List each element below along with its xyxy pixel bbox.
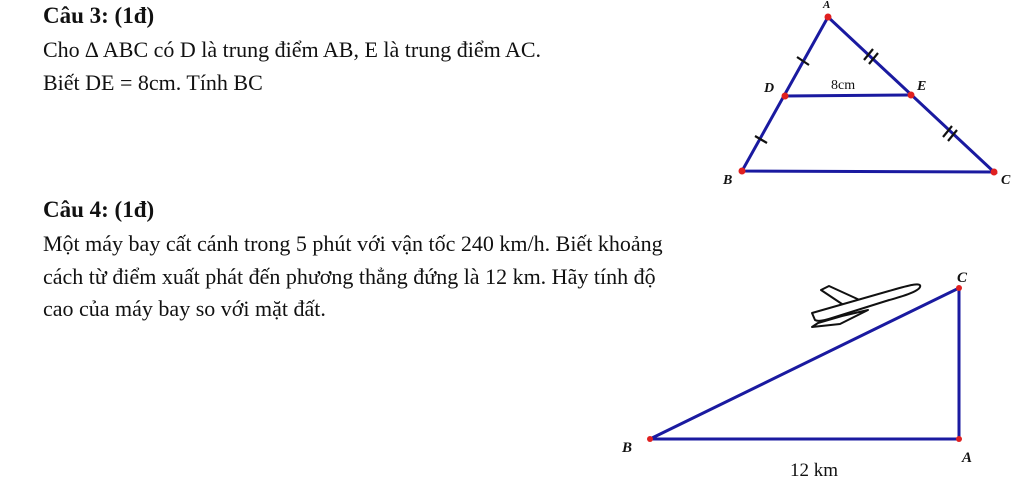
q3-line-1: Cho ∆ ABC có D là trung điểm AB, E là trung điểm AC. bbox=[43, 37, 542, 62]
q4-line-3: cao của máy bay so với mặt đất. bbox=[43, 296, 326, 321]
right-triangle-figure bbox=[621, 270, 972, 481]
label-d: D bbox=[764, 81, 775, 96]
point-d bbox=[782, 93, 789, 100]
label-e: E bbox=[917, 79, 927, 94]
label-b: B bbox=[723, 173, 733, 188]
q4-line-1: Một máy bay cất cánh trong 5 phút với vận tốc 240 km/h. Biết khoảng bbox=[43, 231, 663, 256]
airplane-icon bbox=[812, 284, 920, 327]
label-c2: C bbox=[957, 270, 968, 286]
label-c: C bbox=[1001, 173, 1011, 188]
triangle-abc-figure bbox=[722, 0, 1011, 188]
label-a: A bbox=[823, 0, 831, 11]
segment-de bbox=[785, 95, 911, 96]
point-c bbox=[991, 169, 998, 176]
q3-line-2: Biết DE = 8cm. Tính BC bbox=[43, 70, 263, 95]
q4-title: Câu 4: (1đ) bbox=[43, 197, 155, 222]
q4-line-2: cách từ điểm xuất phát đến phương thẳng đứng là 12 km. Hãy tính độ bbox=[43, 264, 656, 289]
label-de-length: 8cm bbox=[831, 78, 856, 93]
label-ab-length: 12 km bbox=[790, 460, 839, 481]
q3-title: Câu 3: (1đ) bbox=[43, 3, 155, 28]
point-e bbox=[908, 92, 915, 99]
label-a2: A bbox=[962, 450, 973, 466]
point-b2 bbox=[647, 436, 653, 442]
point-a2 bbox=[956, 436, 962, 442]
point-b bbox=[739, 168, 746, 175]
label-b2: B bbox=[622, 440, 633, 456]
point-a bbox=[825, 14, 832, 21]
triangle-bac bbox=[650, 288, 959, 439]
